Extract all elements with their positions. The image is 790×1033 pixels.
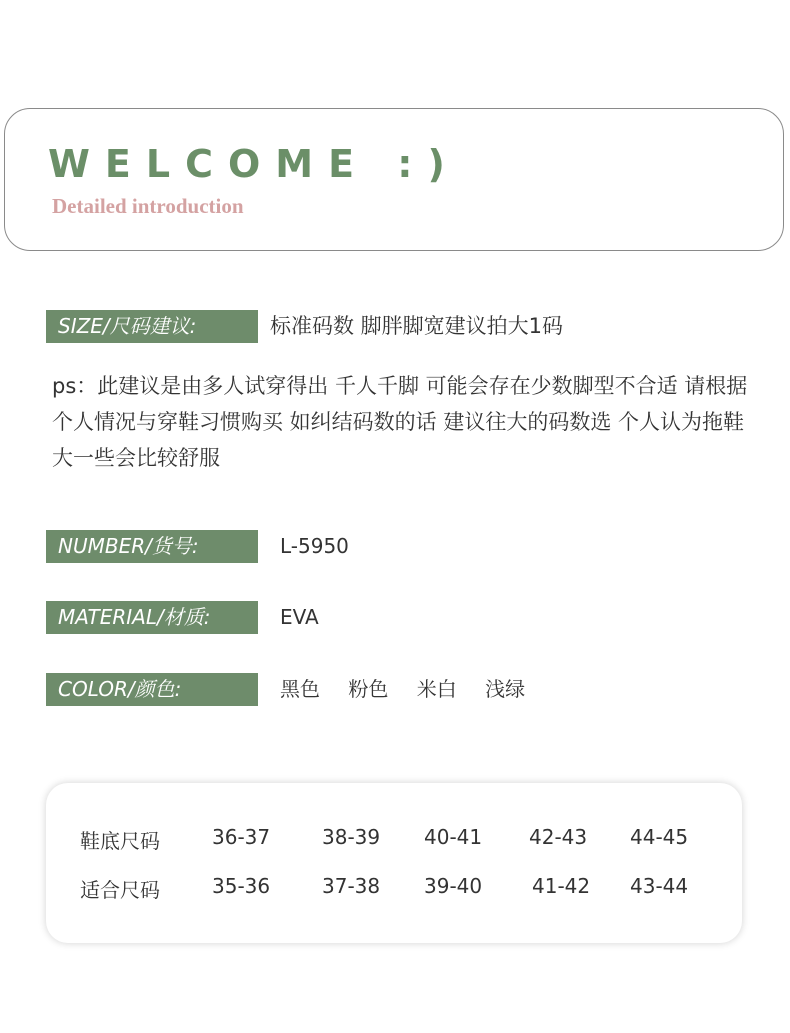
size-cell: 42-43 (529, 825, 588, 849)
size-cell: 36-37 (212, 825, 271, 849)
welcome-title: WELCOME :) (48, 142, 460, 186)
size-cell: 38-39 (322, 825, 381, 849)
color-values (280, 673, 547, 706)
number-label: NUMBER/货号: (46, 530, 258, 563)
size-chart-card (46, 783, 742, 943)
size-row-sole (46, 825, 742, 855)
number-value: L-5950 (280, 534, 349, 558)
size-cell: 44-45 (630, 825, 689, 849)
size-cell: 37-38 (322, 874, 381, 898)
material-value: EVA (280, 605, 319, 629)
size-value: 标准码数 脚胖脚宽建议拍大1码 (270, 314, 564, 338)
size-cell: 35-36 (212, 874, 271, 898)
size-label: SIZE/尺码建议: (46, 310, 258, 343)
color-option: 米白 (416, 677, 457, 701)
material-label: MATERIAL/材质: (46, 601, 258, 634)
size-cell: 39-40 (424, 874, 483, 898)
size-cell: 41-42 (532, 874, 591, 898)
size-row-fit (46, 874, 742, 904)
size-row-label: 适合尺码 (80, 878, 160, 902)
welcome-subtitle: Detailed introduction (52, 194, 244, 218)
color-option: 浅绿 (485, 677, 526, 701)
color-label: COLOR/颜色: (46, 673, 258, 706)
size-row-label: 鞋底尺码 (80, 829, 160, 853)
size-cell: 43-44 (630, 874, 689, 898)
size-cell: 40-41 (424, 825, 483, 849)
color-option: 黑色 (280, 677, 320, 701)
ps-note: ps：此建议是由多人试穿得出 千人千脚 可能会存在少数脚型不合适 请根据个人情况与穿鞋习惯购买 如纠结码数的话 建议往大的码数选 个人认为拖鞋大一些会比较舒服 (52, 374, 748, 470)
color-option: 粉色 (348, 677, 389, 701)
